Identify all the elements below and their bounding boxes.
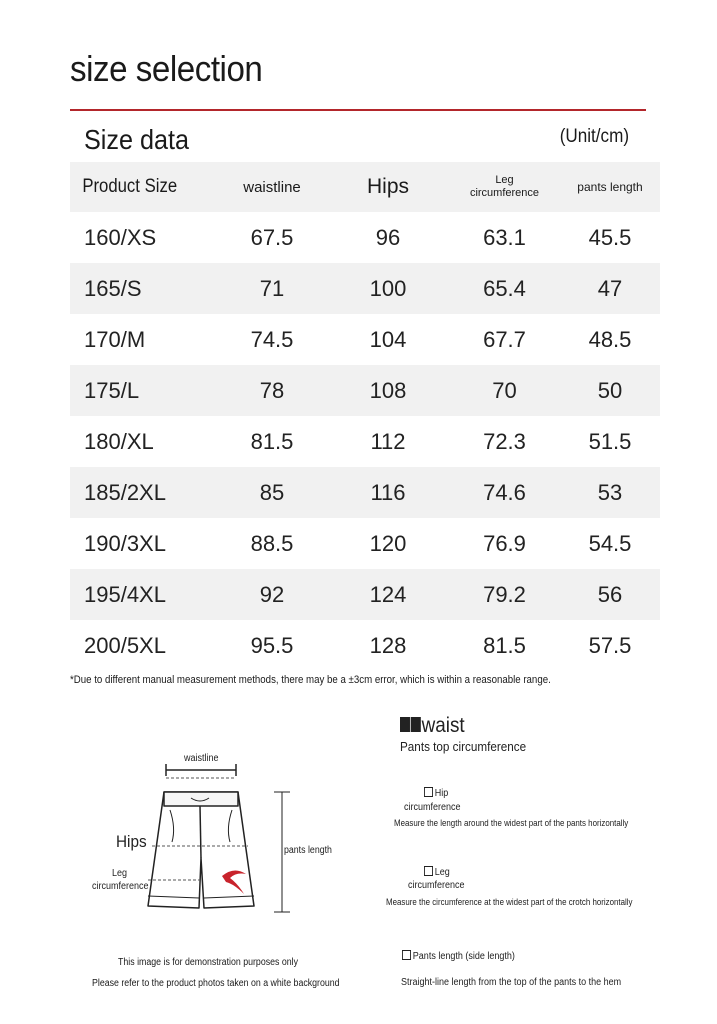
ref-waist-title-text: waist (421, 714, 465, 737)
table-row (70, 263, 660, 314)
ref-leg-desc: Measure the circumference at the widest part of the crotch horizontally (386, 897, 633, 907)
cell-pants-length: 45.5 (588, 224, 632, 250)
cell-leg-circumference: 79.2 (483, 581, 526, 607)
cell-leg-circumference: 65.4 (483, 275, 526, 301)
cell-pants-length: 54.5 (588, 530, 632, 556)
cell-pants-length: 53 (597, 479, 623, 505)
diagram-hips-label: Hips (116, 832, 147, 851)
cell-waistline: 78 (259, 377, 285, 403)
ref-leg-title-text: Leg (434, 867, 450, 878)
diagram-pants-length-label: pants length (284, 845, 332, 856)
cell-pants-length: 57.5 (588, 632, 632, 658)
ref-length-title (402, 951, 515, 962)
cell-leg-circumference: 63.1 (483, 224, 526, 250)
size-data-heading: Size data (84, 124, 190, 155)
cell-product-size: 200/5XL (84, 632, 166, 658)
diagram-leg-label-2: circumference (92, 881, 149, 892)
cell-waistline: 81.5 (250, 428, 294, 454)
table-row (70, 569, 660, 620)
header-hips: Hips (366, 175, 409, 198)
cell-product-size: 160/XS (84, 224, 157, 250)
title-divider (70, 109, 646, 111)
cell-product-size: 170/M (84, 326, 146, 352)
diagram-leg-label-1: Leg (112, 868, 128, 879)
cell-hips: 116 (370, 479, 406, 505)
cell-hips: 120 (369, 530, 407, 556)
bullet-icon (424, 787, 433, 797)
cell-product-size: 195/4XL (84, 581, 166, 607)
cell-hips: 104 (369, 326, 407, 352)
ref-hip-desc: Measure the length around the widest part of the pants horizontally (394, 818, 629, 828)
bullet-icon (411, 717, 421, 732)
unit-label: (Unit/cm) (559, 126, 629, 147)
table-row (70, 467, 660, 518)
ref-hip-title (424, 788, 448, 799)
ref-length-desc: Straight-line length from the top of the pants to the hem (401, 977, 622, 988)
table-header-row (70, 162, 660, 212)
header-waistline: waistline (243, 178, 301, 196)
ref-hip-title-text: Hip (434, 788, 449, 799)
page-title: size selection (70, 48, 263, 89)
cell-pants-length: 47 (597, 275, 623, 301)
ref-waist-title (400, 714, 465, 738)
cell-hips: 108 (369, 377, 407, 403)
demo-disclaimer-2: Please refer to the product photos taken on a white background (92, 978, 340, 989)
demo-disclaimer-1: This image is for demonstration purposes only (118, 957, 299, 968)
ref-waist-desc: Pants top circumference (400, 739, 527, 754)
header-leg-line2: circumference (469, 187, 540, 199)
cell-pants-length: 51.5 (588, 428, 632, 454)
waistline-bracket (166, 764, 236, 776)
cell-product-size: 175/L (84, 377, 140, 403)
cell-pants-length: 50 (597, 377, 623, 403)
bullet-icon (400, 717, 410, 732)
cell-leg-circumference: 70 (492, 377, 517, 403)
cell-product-size: 165/S (84, 275, 142, 301)
cell-product-size: 180/XL (84, 428, 154, 454)
table-row (70, 518, 660, 569)
measurement-note: *Due to different manual measurement methods, there may be a ±3cm error, which is within a reasonable range. (70, 674, 551, 686)
cell-leg-circumference: 72.3 (483, 428, 526, 454)
cell-product-size: 185/2XL (84, 479, 166, 505)
table-row (70, 365, 660, 416)
bullet-icon (424, 866, 433, 876)
cell-pants-length: 48.5 (588, 326, 632, 352)
cell-hips: 100 (369, 275, 407, 301)
cell-leg-circumference: 74.6 (483, 479, 526, 505)
header-product-size: Product Size (82, 176, 178, 197)
ref-leg-title-2: circumference (408, 880, 465, 891)
cell-leg-circumference: 76.9 (483, 530, 526, 556)
cell-pants-length: 56 (597, 581, 623, 607)
header-leg-circumference (449, 162, 560, 212)
cell-waistline: 67.5 (250, 224, 294, 250)
cell-waistline: 95.5 (250, 632, 294, 658)
cell-leg-circumference: 67.7 (483, 326, 526, 352)
cell-waistline: 71 (259, 275, 285, 301)
shorts-outline (148, 792, 254, 908)
table-row (70, 212, 660, 263)
cell-hips: 96 (375, 224, 401, 250)
bullet-icon (402, 950, 411, 960)
table-row (70, 620, 660, 671)
header-pants-length: pants length (577, 180, 643, 194)
diagram-waistline-label: waistline (184, 753, 219, 764)
cell-leg-circumference: 81.5 (483, 632, 526, 658)
size-table (70, 162, 660, 671)
header-leg-line1: Leg (495, 174, 514, 186)
cell-hips: 112 (370, 428, 406, 454)
cell-hips: 124 (369, 581, 407, 607)
cell-hips: 128 (369, 632, 407, 658)
table-row (70, 314, 660, 365)
ref-leg-title (424, 867, 450, 878)
cell-waistline: 85 (259, 479, 285, 505)
cell-product-size: 190/3XL (84, 530, 166, 556)
cell-waistline: 88.5 (250, 530, 294, 556)
table-row (70, 416, 660, 467)
ref-length-title-text: Pants length (side length) (412, 951, 515, 962)
cell-waistline: 74.5 (250, 326, 294, 352)
ref-hip-title-2: circumference (404, 802, 461, 813)
cell-waistline: 92 (259, 581, 285, 607)
